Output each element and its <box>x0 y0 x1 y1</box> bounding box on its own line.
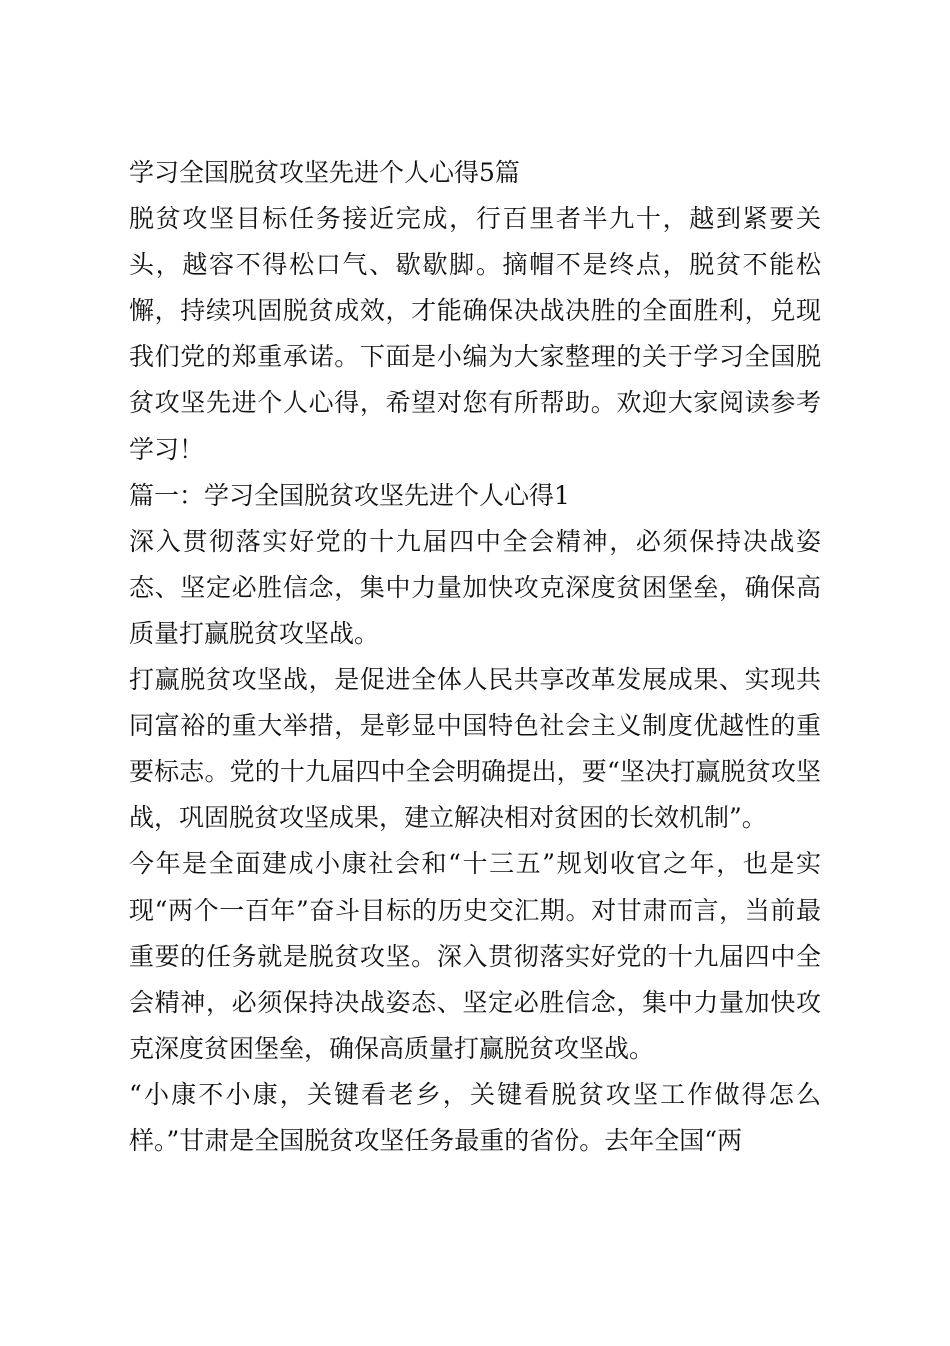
body-paragraph: 今年是全面建成小康社会和“十三五”规划收官之年，也是实现“两个一百年”奋斗目标的历史交汇期。对甘肃而言，当前最重要的任务就是脱贫攻坚。深入贯彻落实好党的十九届四中全会精神，必须保持决战姿态、坚定必胜信念，集中力量加快攻克深度贫困堡垒，确保高质量打赢脱贫攻坚战。 <box>129 849 821 1063</box>
document-body <box>129 150 821 1164</box>
body-paragraph: 深入贯彻落实好党的十九届四中全会精神，必须保持决战姿态、坚定必胜信念，集中力量加快攻克深度贫困堡垒，确保高质量打赢脱贫攻坚战。 <box>129 526 821 648</box>
document-title: 学习全国脱贫攻坚先进个人心得5篇 <box>129 158 520 187</box>
body-paragraph: “小康不小康，关键看老乡，关键看脱贫攻坚工作做得怎么样。”甘肃是全国脱贫攻坚任务最重的省份。去年全国“两 <box>129 1079 821 1155</box>
body-paragraph: 打赢脱贫攻坚战，是促进全体人民共享改革发展成果、实现共同富裕的重大举措，是彰显中国特色社会主义制度优越性的重要标志。党的十九届四中全会明确提出，要“坚决打赢脱贫攻坚战，巩固脱贫攻坚成果，建立解决相对贫困的长效机制”。 <box>129 665 821 833</box>
intro-paragraph: 脱贫攻坚目标任务接近完成，行百里者半九十，越到紧要关头，越容不得松口气、歇歇脚。摘帽不是终点，脱贫不能松懈，持续巩固脱贫成效，才能确保决战决胜的全面胜利，兑现我们党的郑重承诺。下面是小编为大家整理的关于学习全国脱贫攻坚先进个人心得，希望对您有所帮助。欢迎大家阅读参考学习！ <box>129 204 821 464</box>
section-heading: 篇一：学习全国脱贫攻坚先进个人心得1 <box>129 480 570 510</box>
